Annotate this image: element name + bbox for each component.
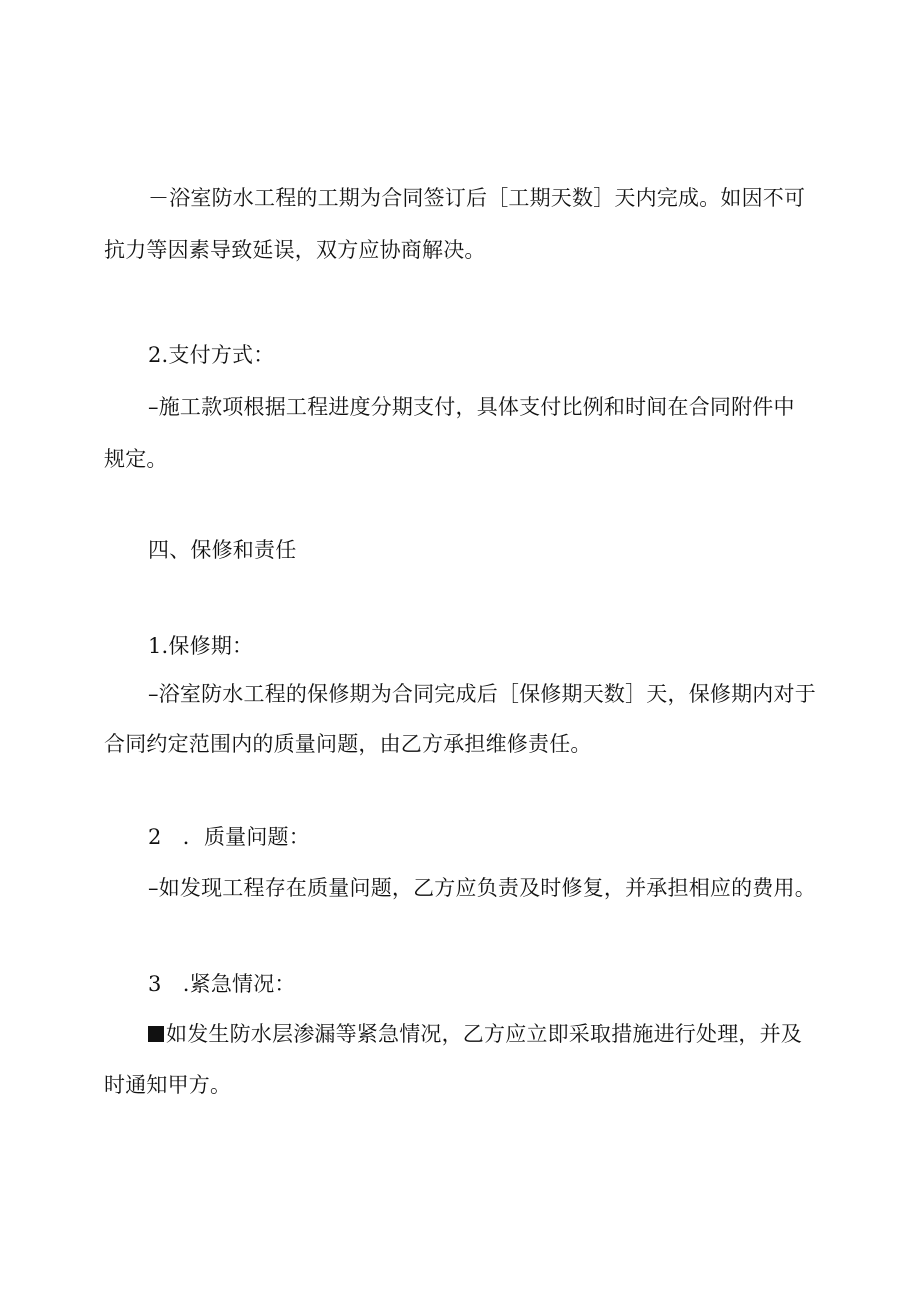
warranty-period-text-line-2: 合同约定范围内的质量问题，由乙方承担维修责任。	[104, 732, 592, 756]
duration-text-line-1: －浴室防水工程的工期为合同签订后［工期天数］天内完成。如因不可	[148, 186, 806, 210]
emergency-text-line-1	[148, 1020, 802, 1048]
emergency-text-line-2: 时通知甲方。	[104, 1073, 232, 1097]
payment-text-line-1: –施工款项根据工程进度分期支付，具体支付比例和时间在合同附件中	[148, 395, 795, 419]
emergency-text-line-1-content: 如发生防水层渗漏等紧急情况，乙方应立即采取措施进行处理，并及	[166, 1022, 802, 1046]
warranty-section-heading: 四、保修和责任	[148, 538, 297, 562]
warranty-period-text-line-1: –浴室防水工程的保修期为合同完成后［保修期天数］天，保修期内对于	[148, 682, 816, 706]
payment-text-line-2: 规定。	[104, 447, 168, 471]
warranty-period-heading: 1.保修期：	[148, 634, 254, 658]
duration-text-line-2: 抗力等因素导致延误，双方应协商解决。	[104, 238, 486, 262]
emergency-heading: 3 .紧急情况：	[148, 972, 296, 996]
quality-heading: 2 ．质量问题：	[148, 825, 310, 849]
quality-text-line-1: –如发现工程存在质量问题，乙方应负责及时修复，并承担相应的费用。	[148, 876, 816, 900]
square-bullet-icon	[148, 1026, 164, 1042]
payment-heading: 2.支付方式：	[148, 343, 275, 367]
